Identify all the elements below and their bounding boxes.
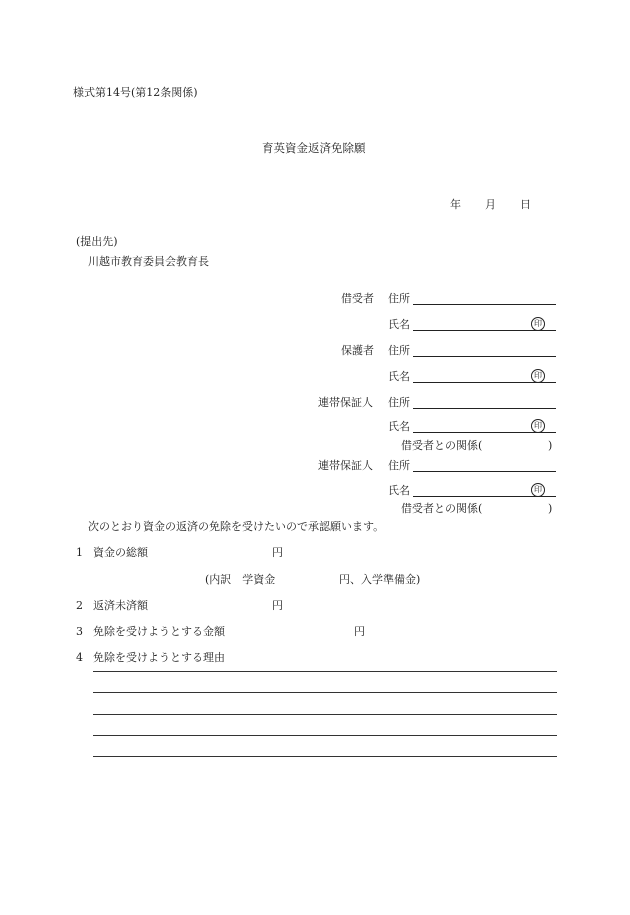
guarantor2-relation-close: )	[548, 502, 553, 515]
guarantor1-address-field[interactable]	[413, 408, 556, 409]
reason-line-1[interactable]	[93, 671, 557, 672]
breakdown-suffix: 円、入学準備金)	[339, 573, 421, 586]
guarantor2-address-field[interactable]	[413, 471, 556, 472]
reason-line-4[interactable]	[93, 735, 557, 736]
guardian-address-field[interactable]	[413, 356, 556, 357]
guardian-label: 保護者	[341, 344, 374, 357]
guarantor1-address-label: 住所	[388, 396, 410, 409]
guardian-address-label: 住所	[388, 344, 410, 357]
request-text: 次のとおり資金の返済の免除を受けたいので承認願います。	[88, 520, 385, 533]
item1-number: 1	[76, 546, 83, 559]
item1-yen: 円	[272, 546, 283, 559]
item4-number: 4	[76, 651, 83, 664]
item2-unpaid-label: 返済未済額	[93, 599, 148, 612]
item1-total-label: 資金の総額	[93, 546, 148, 559]
item2-yen: 円	[272, 599, 283, 612]
guarantor1-relation-label: 借受者との関係(	[401, 439, 483, 452]
date-year: 年	[450, 198, 461, 211]
guarantor2-address-label: 住所	[388, 459, 410, 472]
borrower-label: 借受者	[341, 292, 374, 305]
item3-exempt-label: 免除を受けようとする金額	[93, 625, 225, 638]
recipient-name: 川越市教育委員会教育長	[88, 255, 209, 268]
guarantor1-label: 連帯保証人	[318, 396, 373, 409]
guarantor2-name-label: 氏名	[388, 484, 410, 497]
borrower-address-field[interactable]	[413, 304, 556, 305]
date-day: 日	[520, 198, 531, 211]
guarantor2-label: 連帯保証人	[318, 459, 373, 472]
date-month: 月	[485, 198, 496, 211]
recipient-label: (提出先)	[76, 235, 118, 248]
guarantor1-relation-close: )	[548, 439, 553, 452]
reason-line-2[interactable]	[93, 692, 557, 693]
reason-line-5[interactable]	[93, 756, 557, 757]
item3-yen: 円	[354, 625, 365, 638]
form-number: 様式第14号(第12条関係)	[73, 86, 198, 99]
guarantor2-seal-mark: 印	[531, 483, 545, 497]
document-title: 育英資金返済免除願	[262, 141, 366, 155]
borrower-name-label: 氏名	[388, 318, 410, 331]
reason-line-3[interactable]	[93, 714, 557, 715]
guarantor1-seal-mark: 印	[531, 419, 545, 433]
borrower-seal-mark: 印	[531, 317, 545, 331]
guarantor1-name-label: 氏名	[388, 420, 410, 433]
guardian-seal-mark: 印	[531, 369, 545, 383]
item4-reason-label: 免除を受けようとする理由	[93, 651, 225, 664]
item2-number: 2	[76, 599, 83, 612]
guarantor2-relation-label: 借受者との関係(	[401, 502, 483, 515]
guardian-name-label: 氏名	[388, 370, 410, 383]
breakdown-prefix: (内訳 学資金	[205, 573, 276, 586]
borrower-address-label: 住所	[388, 292, 410, 305]
item3-number: 3	[76, 625, 83, 638]
